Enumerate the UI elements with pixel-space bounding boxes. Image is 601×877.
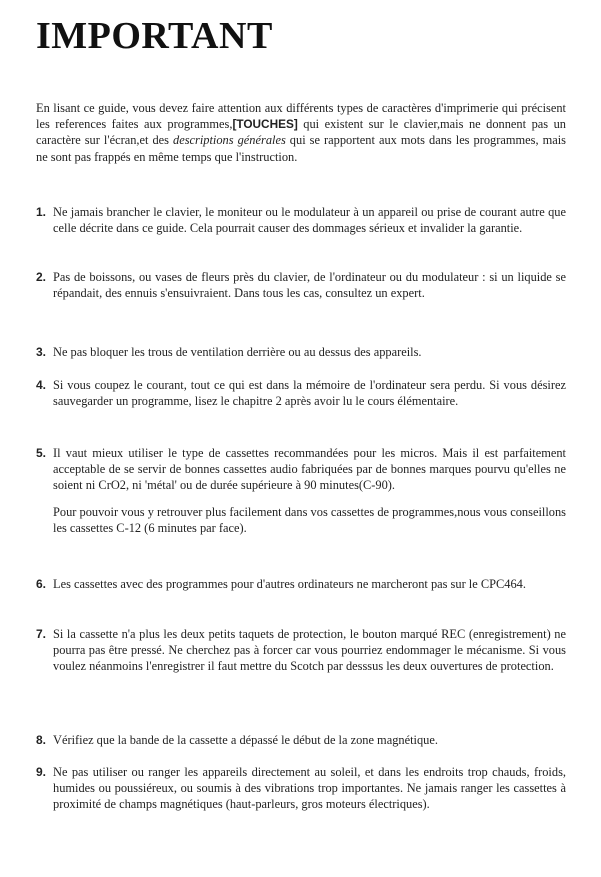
item-number: 9. (36, 765, 47, 779)
item-text: Ne pas bloquer les trous de ventilation derrière ou au dessus des appareils. (53, 345, 422, 359)
item-text: Ne pas utiliser ou ranger les appareils directement au soleil, et dans les endroits trop chauds, froids, humides ou poussiéreux, ou soumis à des vibrations trop importantes. Ne jamais ranger les cassettes à proximité de champs magnétiques (haut-parleurs, gros moteurs électriques). (53, 765, 566, 812)
intro-text-1: En lisant ce guide, vous devez faire attention aux différents types de caractères d'imprimerie qui précisent les references faites aux programmes, (36, 101, 566, 132)
item-text: Si vous coupez le courant, tout ce qui est dans la mémoire de l'ordinateur sera perdu. Si vous désirez sauvegarder un programme, lisez le chapitre 2 après avoir lu le cours élémentaire. (53, 378, 566, 409)
intro-text-2: qui existent sur le clavier,mais ne donnent pas un caractère sur l'écran,et des (36, 117, 566, 148)
list-item-6 (36, 576, 566, 592)
intro-descriptions-phrase: descriptions générales (173, 133, 286, 148)
item-number: 3. (36, 345, 47, 359)
intro-text-3: qui se rapportent aux mots dans les programmes, mais ne sont pas frappés en même temps que l'instruction. (36, 133, 566, 164)
item-number: 1. (36, 205, 47, 219)
item-text: Les cassettes avec des programmes pour d'autres ordinateurs ne marcheront pas sur le CPC464. (53, 577, 526, 591)
item-number: 4. (36, 378, 47, 392)
list-item-1 (36, 204, 566, 236)
item-number: 5. (36, 446, 47, 460)
item-number: 2. (36, 270, 47, 284)
item-text-continued: Pour pouvoir vous y retrouver plus facilement dans vos cassettes de programmes,nous vous conseillons les cassettes C-12 (6 minutes par face). (53, 504, 566, 535)
item-number: 7. (36, 627, 47, 641)
list-item-4 (36, 377, 566, 409)
item-text: Ne jamais brancher le clavier, le moniteur ou le modulateur à un appareil ou prise de courant autre que celle décrite dans ce guide. Cela pourrait causer des dommages sérieux et invalider la garantie. (53, 205, 566, 236)
list-item-8 (36, 732, 566, 748)
item-number: 6. (36, 577, 47, 591)
item-text: Vérifiez que la bande de la cassette a dépassé le début de la zone magnétique. (53, 733, 438, 747)
intro-paragraph (36, 100, 566, 165)
item-text: Pas de boissons, ou vases de fleurs près du clavier, de l'ordinateur ou du modulateur : si un liquide se répandait, des ennuis s'ensuivraient. Dans tous les cas, consultez un expert. (53, 270, 566, 301)
list-item-5 (36, 445, 566, 536)
item-text: Si la cassette n'a plus les deux petits taquets de protection, le bouton marqué REC (enregistrement) ne pourra pas être pressé. Ne cherchez pas à forcer car vous pourriez endommager le mécanisme. Si vous voulez néanmoins l'enregistrer il faut mettre du Scotch par desssus les deux ouvertures de protection. (53, 627, 566, 674)
intro-keys-keyword: [TOUCHES] (232, 117, 298, 132)
page-title: IMPORTANT (36, 15, 273, 57)
list-item-9 (36, 764, 566, 813)
list-item-3 (36, 344, 566, 360)
list-item-7 (36, 626, 566, 675)
list-item-2 (36, 269, 566, 301)
item-number: 8. (36, 733, 47, 747)
item-text: Il vaut mieux utiliser le type de cassettes recommandées pour les micros. Mais il est parfaitement acceptable de se servir de bonnes cassettes audio fabriquées par de bonnes marques pourvu qu'elles ne soient ni CrO2, ni 'métal' ou de durée supérieure à 90 minutes(C-90). (53, 446, 566, 493)
